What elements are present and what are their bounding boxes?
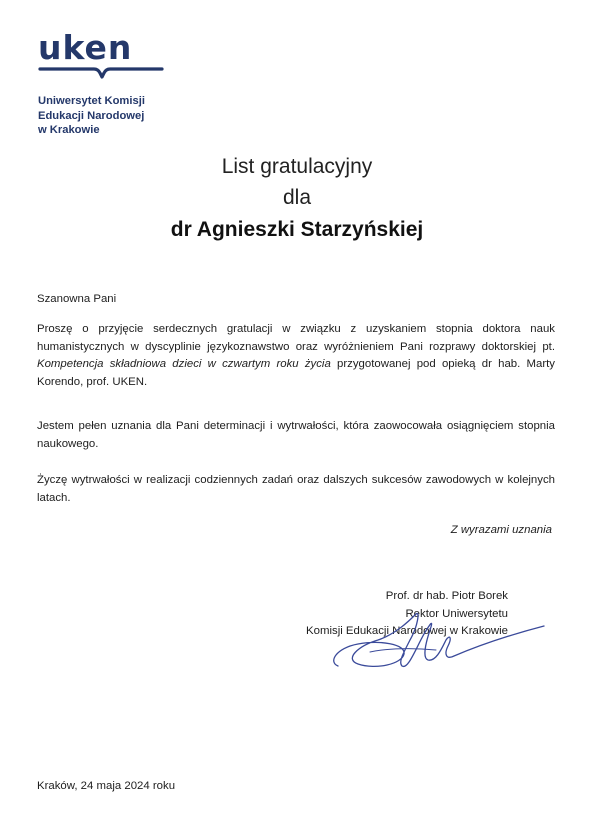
paragraph-text: przygotowanej pod opieką dr hab. Marty Korendo, prof. UKEN.: [37, 358, 555, 388]
uken-logo: [38, 30, 178, 80]
closing-phrase: Z wyrazami uznania: [450, 524, 552, 536]
paragraph-congratulations: [37, 321, 555, 391]
place-and-date: Kraków, 24 maja 2024 roku: [37, 780, 176, 792]
signer-name: Prof. dr hab. Piotr Borek: [385, 590, 508, 602]
logo-wordmark: uken: [38, 28, 133, 67]
logo-subtitle-line: Uniwersytet Komisji: [38, 95, 145, 107]
recipient-name: dr Agnieszki Starzyńskiej: [170, 218, 424, 241]
paragraph-text: Proszę o przyjęcie serdecznych gratulacji w związku z uzyskaniem stopnia doktora nauk humanistycznych w dyscyplinie językoznawstwo oraz wyróżnieniem Pani rozprawy doktorskiej pt.: [37, 323, 555, 353]
logo-subtitle: [38, 94, 145, 138]
paragraph-wishes: Życzę wytrwałości w realizacji codziennych zadań oraz dalszych sukcesów zawodowych w kolejnych latach.: [37, 474, 555, 504]
paragraph-recognition: Jestem pełen uznania dla Pani determinacji i wytrwałości, która zaowocowała osiągnięciem stopnia naukowego.: [37, 420, 555, 450]
dissertation-title: Kompetencja składniowa dzieci w czwartym roku życia: [37, 358, 331, 371]
handwritten-signature: [318, 604, 548, 684]
signer-title: Rektor Uniwersytetu: [405, 607, 508, 620]
logo-subtitle-line: Edukacji Narodowej: [38, 109, 145, 122]
letter-title: List gratulacyjny: [221, 155, 373, 178]
open-book-icon: [38, 66, 164, 80]
logo-subtitle-line: w Krakowie: [38, 124, 100, 136]
salutation: Szanowna Pani: [37, 293, 117, 305]
letter-title-for: dla: [282, 186, 312, 209]
signer-institution: Komisji Edukacji Narodowej w Krakowie: [306, 625, 508, 638]
